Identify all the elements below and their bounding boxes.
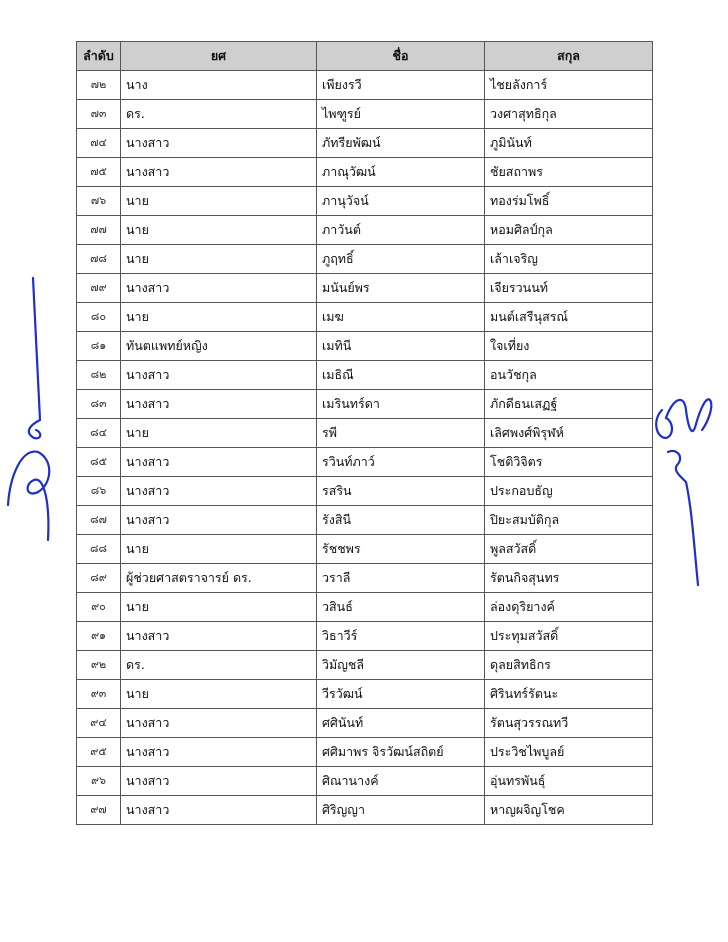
row-no: ๙๑ xyxy=(77,622,121,651)
row-name: วสินธ์ xyxy=(317,593,485,622)
row-no: ๗๓ xyxy=(77,100,121,129)
row-surname: ดุลยสิทธิกร xyxy=(485,651,653,680)
row-name: ศศิมาพร จิรวัฒน์สถิตย์ xyxy=(317,738,485,767)
row-title: นางสาว xyxy=(121,361,317,390)
row-title: นางสาว xyxy=(121,448,317,477)
row-name: เมทินี xyxy=(317,332,485,361)
row-name: ภัทรียพัฒน์ xyxy=(317,129,485,158)
header-title: ยศ xyxy=(121,42,317,71)
row-surname: ปิยะสมบัติกุล xyxy=(485,506,653,535)
row-title: ผู้ช่วยศาสตราจารย์ ดร. xyxy=(121,564,317,593)
row-surname: ชัยสถาพร xyxy=(485,158,653,187)
header-surname: สกุล xyxy=(485,42,653,71)
row-no: ๘๙ xyxy=(77,564,121,593)
row-no: ๗๘ xyxy=(77,245,121,274)
row-no: ๗๗ xyxy=(77,216,121,245)
table-row xyxy=(77,622,653,651)
row-title: นาย xyxy=(121,419,317,448)
table-row xyxy=(77,709,653,738)
row-no: ๘๖ xyxy=(77,477,121,506)
table-row xyxy=(77,796,653,825)
table-row xyxy=(77,187,653,216)
left-signature-stroke-2 xyxy=(8,452,49,540)
row-title: นางสาว xyxy=(121,274,317,303)
table-row xyxy=(77,303,653,332)
row-surname: รัตนกิจสุนทร xyxy=(485,564,653,593)
row-name: วิธาวีร์ xyxy=(317,622,485,651)
row-no: ๘๑ xyxy=(77,332,121,361)
row-name: ภาณุวัฒน์ xyxy=(317,158,485,187)
row-no: ๗๖ xyxy=(77,187,121,216)
table-row xyxy=(77,564,653,593)
row-name: รัชชพร xyxy=(317,535,485,564)
table-row xyxy=(77,216,653,245)
row-surname: ล่องดุริยางค์ xyxy=(485,593,653,622)
row-surname: มนต์เสรีนุสรณ์ xyxy=(485,303,653,332)
row-no: ๘๒ xyxy=(77,361,121,390)
row-surname: เจียรวนนท์ xyxy=(485,274,653,303)
row-title: นางสาว xyxy=(121,390,317,419)
row-name: รพี xyxy=(317,419,485,448)
header-name: ชื่อ xyxy=(317,42,485,71)
row-name: ศศินันท์ xyxy=(317,709,485,738)
row-surname: วงศาสุทธิกุล xyxy=(485,100,653,129)
left-signature xyxy=(0,270,60,550)
row-title: นางสาว xyxy=(121,796,317,825)
table-row xyxy=(77,100,653,129)
row-title: ดร. xyxy=(121,651,317,680)
row-no: ๗๔ xyxy=(77,129,121,158)
table-row xyxy=(77,767,653,796)
row-name: รังสินี xyxy=(317,506,485,535)
row-surname: หอมศิลป์กุล xyxy=(485,216,653,245)
row-title: นาย xyxy=(121,593,317,622)
row-title: นาย xyxy=(121,216,317,245)
header-no: ลำดับ xyxy=(77,42,121,71)
table-row xyxy=(77,419,653,448)
row-no: ๗๙ xyxy=(77,274,121,303)
row-title: นางสาว xyxy=(121,622,317,651)
table-row xyxy=(77,506,653,535)
row-no: ๙๖ xyxy=(77,767,121,796)
table-row xyxy=(77,71,653,100)
table-row xyxy=(77,129,653,158)
row-no: ๙๓ xyxy=(77,680,121,709)
row-surname: ใจเที่ยง xyxy=(485,332,653,361)
row-no: ๙๕ xyxy=(77,738,121,767)
row-surname: ทองร่มโพธิ์ xyxy=(485,187,653,216)
row-surname: เลิศพงศ์พิรุฬห์ xyxy=(485,419,653,448)
roster-body xyxy=(77,71,653,825)
row-surname: หาญผจิญโชค xyxy=(485,796,653,825)
row-surname: ศิรินทร์รัตนะ xyxy=(485,680,653,709)
row-name: ภาวันต์ xyxy=(317,216,485,245)
row-name: วีรวัฒน์ xyxy=(317,680,485,709)
row-no: ๘๗ xyxy=(77,506,121,535)
row-name: ศิริญญา xyxy=(317,796,485,825)
row-no: ๘๔ xyxy=(77,419,121,448)
table-row xyxy=(77,593,653,622)
row-name: รสริน xyxy=(317,477,485,506)
table-row xyxy=(77,651,653,680)
row-no: ๗๕ xyxy=(77,158,121,187)
row-no: ๘๕ xyxy=(77,448,121,477)
table-row xyxy=(77,390,653,419)
row-title: นางสาว xyxy=(121,709,317,738)
row-title: นาย xyxy=(121,303,317,332)
table-row xyxy=(77,332,653,361)
row-name: ศิณานางค์ xyxy=(317,767,485,796)
row-no: ๗๒ xyxy=(77,71,121,100)
header-row xyxy=(77,42,653,71)
row-title: นาย xyxy=(121,535,317,564)
row-no: ๘๘ xyxy=(77,535,121,564)
row-surname: พูลสวัสดิ์ xyxy=(485,535,653,564)
table-row xyxy=(77,448,653,477)
row-title: นาย xyxy=(121,187,317,216)
row-no: ๙๒ xyxy=(77,651,121,680)
row-surname: ภักดีธนเสฏฐ์ xyxy=(485,390,653,419)
roster-table xyxy=(76,41,653,825)
row-no: ๘๓ xyxy=(77,390,121,419)
row-surname: ประวิชไพบูลย์ xyxy=(485,738,653,767)
left-signature-stroke-1 xyxy=(29,278,40,438)
row-name: เมรินทร์ดา xyxy=(317,390,485,419)
row-name: รวินท์ภาว์ xyxy=(317,448,485,477)
table-row xyxy=(77,245,653,274)
row-name: เพียงรวี xyxy=(317,71,485,100)
row-no: ๙๗ xyxy=(77,796,121,825)
row-title: นาย xyxy=(121,245,317,274)
table-row xyxy=(77,477,653,506)
table-row xyxy=(77,274,653,303)
row-name: ภูฤทธิ์ xyxy=(317,245,485,274)
row-surname: ประทุมสวัสดิ์ xyxy=(485,622,653,651)
row-surname: ภูมินันท์ xyxy=(485,129,653,158)
row-name: วิมัญชลี xyxy=(317,651,485,680)
row-title: ทันตแพทย์หญิง xyxy=(121,332,317,361)
row-surname: เล้าเจริญ xyxy=(485,245,653,274)
row-surname: อุ่นทรพันธุ์ xyxy=(485,767,653,796)
row-name: วราลี xyxy=(317,564,485,593)
row-title: นางสาว xyxy=(121,506,317,535)
row-surname: ประกอบธัญ xyxy=(485,477,653,506)
right-signature xyxy=(650,370,728,600)
right-signature-stroke-1 xyxy=(656,399,711,438)
right-signature-stroke-2 xyxy=(668,451,698,585)
row-no: ๙๔ xyxy=(77,709,121,738)
row-title: นาง xyxy=(121,71,317,100)
table-row xyxy=(77,535,653,564)
row-title: นางสาว xyxy=(121,158,317,187)
row-no: ๙๐ xyxy=(77,593,121,622)
row-surname: ไชยลังการ์ xyxy=(485,71,653,100)
row-no: ๘๐ xyxy=(77,303,121,332)
row-title: นางสาว xyxy=(121,738,317,767)
row-name: เมธิณี xyxy=(317,361,485,390)
row-title: นางสาว xyxy=(121,477,317,506)
table-row xyxy=(77,361,653,390)
table-row xyxy=(77,158,653,187)
row-surname: รัตนสุวรรณทวี xyxy=(485,709,653,738)
row-name: เมฆ xyxy=(317,303,485,332)
row-name: ไพฑูรย์ xyxy=(317,100,485,129)
row-title: นางสาว xyxy=(121,129,317,158)
row-title: นางสาว xyxy=(121,767,317,796)
row-title: นาย xyxy=(121,680,317,709)
row-name: มนันย์พร xyxy=(317,274,485,303)
table-row xyxy=(77,680,653,709)
row-surname: อนวัชกุล xyxy=(485,361,653,390)
row-title: ดร. xyxy=(121,100,317,129)
row-surname: โชติวิจิตร xyxy=(485,448,653,477)
row-name: ภานุวัจน์ xyxy=(317,187,485,216)
table-row xyxy=(77,738,653,767)
